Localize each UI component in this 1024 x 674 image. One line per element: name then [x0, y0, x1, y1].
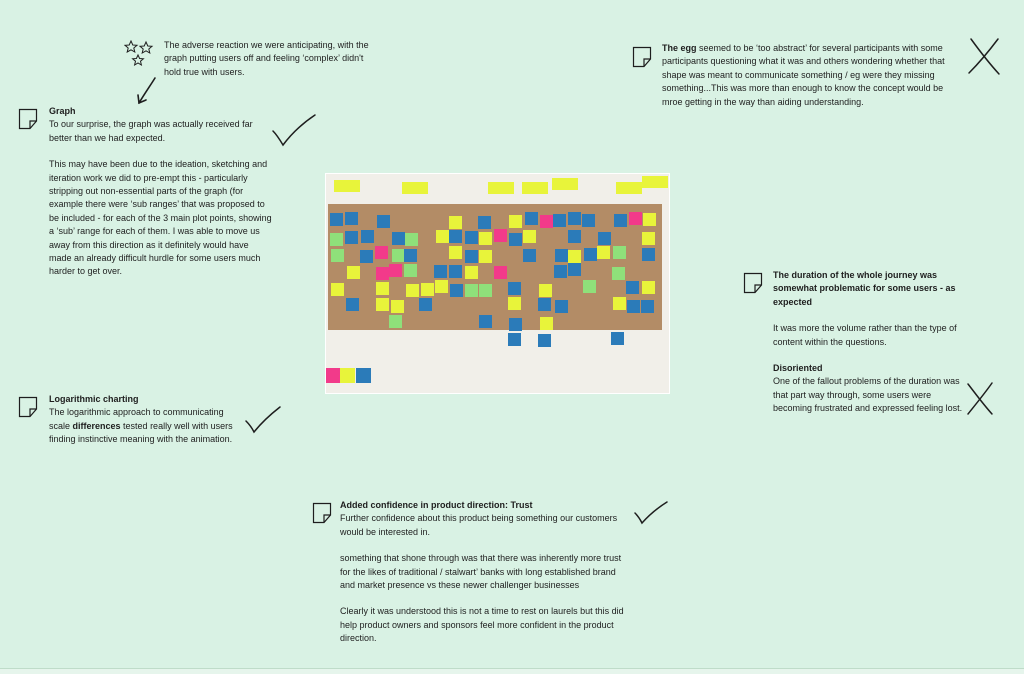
sticky-note: [392, 232, 405, 245]
logarithmic-note-text-a: The logarithmic approach to communicating scale: [49, 407, 224, 431]
sticky-note: [494, 266, 507, 279]
sticky-note: [523, 249, 536, 262]
sticky-note: [360, 250, 373, 263]
sticky-note: [449, 265, 462, 278]
graph-note: [49, 105, 273, 279]
sticky-note: [465, 231, 478, 244]
duration-note-title: The duration of the whole journey was somewhat problematic for some users - as expected: [773, 270, 956, 307]
sticky-note: [421, 283, 434, 296]
sticky-note: [553, 214, 566, 227]
header-sticky-note: [402, 182, 428, 194]
sticky-note: [346, 298, 359, 311]
logarithmic-note-text-b: tested really well with users finding instinctive meaning with the animation.: [49, 420, 233, 445]
sticky-note: [406, 284, 419, 297]
document-icon: [632, 46, 652, 68]
duration-note: [773, 269, 969, 416]
arrow-icon: [134, 76, 158, 106]
header-sticky-note: [334, 180, 360, 192]
graph-note-title: Graph: [49, 106, 76, 116]
sticky-note: [377, 215, 390, 228]
sticky-note: [642, 281, 655, 294]
document-icon: [18, 396, 38, 418]
sticky-note: [479, 250, 492, 263]
sticky-note: [523, 230, 536, 243]
sticky-note: [434, 265, 447, 278]
sticky-note: [356, 368, 371, 383]
sticky-note: [479, 284, 492, 297]
trust-note-paragraph-2: something that shone through was that there was inherently more trust for the likes of traditional / stalwart’ banks with long established brand and market presence vs these newer challenger businesses: [340, 553, 622, 591]
sticky-note: [419, 298, 432, 311]
sticky-note: [331, 249, 344, 262]
graph-note-paragraph-1: To our surprise, the graph was actually received far better than we had expected.: [49, 119, 253, 143]
stars-icon: [124, 40, 156, 68]
sticky-note: [435, 280, 448, 293]
sticky-note: [376, 298, 389, 311]
sticky-note: [345, 231, 358, 244]
header-sticky-note: [488, 182, 514, 194]
sticky-note: [478, 216, 491, 229]
sticky-note: [509, 233, 522, 246]
sticky-note: [583, 280, 596, 293]
sticky-note: [508, 297, 521, 310]
sticky-note: [479, 315, 492, 328]
sticky-note: [642, 248, 655, 261]
sticky-note: [376, 267, 389, 280]
trust-note-title: Added confidence in product direction: Trust: [340, 500, 533, 510]
sticky-note: [641, 300, 654, 313]
sticky-note: [509, 318, 522, 331]
duration-note-paragraph-2: One of the fallout problems of the duration was that part way through, some users were becoming frustrated and expressed feeling lost.: [773, 376, 963, 414]
adverse-reaction-note: [164, 39, 380, 79]
sticky-note: [340, 368, 355, 383]
logarithmic-note: [49, 393, 245, 447]
sticky-note: [449, 246, 462, 259]
sticky-note: [465, 250, 478, 263]
sticky-note: [643, 213, 656, 226]
sticky-note: [555, 300, 568, 313]
adverse-reaction-text: The adverse reaction we were anticipating, with the graph putting users off and feeling ‘complex’ didn't hold true with users.: [164, 40, 369, 77]
sticky-note: [436, 230, 449, 243]
sticky-note: [404, 249, 417, 262]
sticky-note: [508, 282, 521, 295]
cross-icon: [964, 381, 996, 417]
sticky-note: [465, 284, 478, 297]
sticky-note: [361, 230, 374, 243]
sticky-note: [450, 284, 463, 297]
sticky-note: [568, 212, 581, 225]
duration-note-subtitle: Disoriented: [773, 363, 823, 374]
checkmark-icon: [243, 404, 283, 436]
sticky-note: [584, 248, 597, 261]
sticky-note: [375, 246, 388, 259]
sticky-note: [465, 266, 478, 279]
sticky-note: [555, 249, 568, 262]
sticky-note: [494, 229, 507, 242]
sticky-note: [611, 332, 624, 345]
header-sticky-note: [616, 182, 642, 194]
sticky-note: [540, 317, 553, 330]
egg-note-text: seemed to be ‘too abstract’ for several participants with some participants questioning what it was and others wondering whether that shape was meant to communicate something / eg were they missing something...This was more than enough to know the concept would be mroe getting in the way than aiding understanding.: [662, 43, 945, 107]
egg-note-title: The egg: [662, 43, 697, 53]
sticky-note: [392, 249, 405, 262]
cross-icon: [966, 36, 1002, 76]
logarithmic-note-emphasis: differences: [72, 420, 121, 431]
sticky-note: [389, 264, 402, 277]
sticky-note: [376, 282, 389, 295]
checkmark-icon: [270, 113, 318, 149]
trust-note-paragraph-3: Clearly it was understood this is not a time to rest on laurels but this did help product owners and sponsors feel more confident in the product direction.: [340, 606, 624, 644]
sticky-note: [331, 283, 344, 296]
egg-note: [662, 42, 960, 109]
sticky-note: [391, 300, 404, 313]
header-sticky-note: [522, 182, 548, 194]
sticky-note: [614, 214, 627, 227]
sticky-note: [627, 300, 640, 313]
sticky-note: [613, 297, 626, 310]
sticky-note: [347, 266, 360, 279]
sticky-note: [612, 267, 625, 280]
sticky-note: [525, 212, 538, 225]
document-icon: [312, 502, 332, 524]
trust-note: [340, 499, 632, 646]
sticky-note: [598, 232, 611, 245]
sticky-note: [330, 233, 343, 246]
sticky-note: [538, 334, 551, 347]
header-sticky-note: [642, 176, 668, 188]
sticky-note: [405, 233, 418, 246]
sticky-note: [626, 281, 639, 294]
document-icon: [18, 108, 38, 130]
sticky-note: [582, 214, 595, 227]
sticky-note: [540, 215, 553, 228]
sticky-note: [508, 333, 521, 346]
canvas-bottom-edge: [0, 668, 1024, 674]
sticky-note: [389, 315, 402, 328]
sticky-note: [449, 216, 462, 229]
sticky-note: [642, 232, 655, 245]
sticky-note: [326, 368, 341, 383]
research-wall-photo: [325, 173, 670, 394]
sticky-note: [568, 250, 581, 263]
sticky-note: [479, 232, 492, 245]
sticky-note: [597, 246, 610, 259]
header-sticky-note: [552, 178, 578, 190]
sticky-note: [509, 215, 522, 228]
checkmark-icon: [632, 499, 670, 527]
sticky-note: [539, 284, 552, 297]
sticky-note: [613, 246, 626, 259]
document-icon: [743, 272, 763, 294]
sticky-note: [345, 212, 358, 225]
sticky-note: [554, 265, 567, 278]
sticky-note: [568, 230, 581, 243]
sticky-note: [538, 298, 551, 311]
trust-note-paragraph-1: Further confidence about this product being something our customers would be interested in.: [340, 513, 618, 537]
duration-note-paragraph-1: It was more the volume rather than the type of content within the questions.: [773, 323, 957, 347]
sticky-note: [449, 230, 462, 243]
sticky-note: [629, 212, 642, 225]
logarithmic-note-title: Logarithmic charting: [49, 394, 139, 404]
sticky-note: [330, 213, 343, 226]
sticky-note: [568, 263, 581, 276]
graph-note-paragraph-2: This may have been due to the ideation, sketching and iteration work we did to pre-empt this - particularly stripping out non-essential parts of the graph (for example there were ‘sub ranges’ that was proposed to be included - for each of the 3 main plot points, showing a ‘sub’ range for each of them. I was able to move us away from this direction as it definitely would have made an already difficult hurdle for some users much harder to get over.: [49, 159, 272, 277]
sticky-note: [404, 264, 417, 277]
